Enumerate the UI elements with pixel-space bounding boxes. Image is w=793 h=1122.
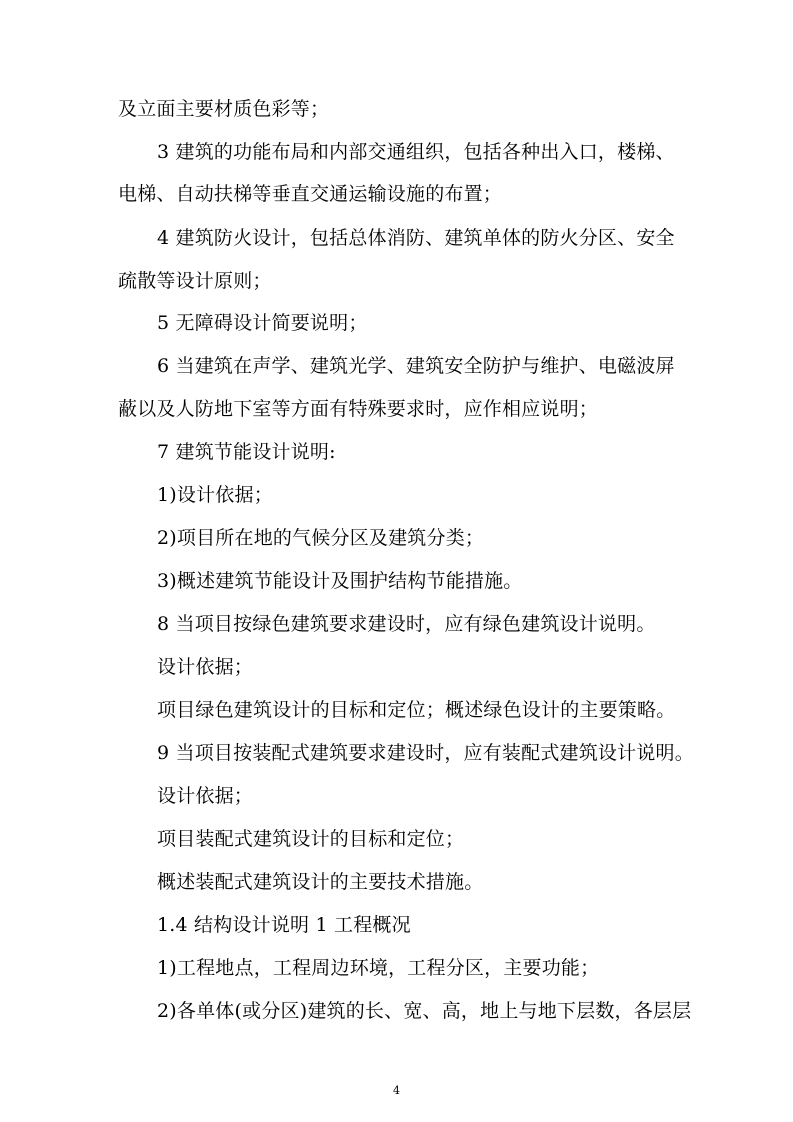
text-line-11: 2)项目所在地的气候分区及建筑分类； xyxy=(157,527,485,549)
text-line-8: 蔽以及人防地下室等方面有特殊要求时，应作相应说明； xyxy=(118,398,599,420)
text-line-1: 及立面主要材质色彩等； xyxy=(118,98,330,120)
text-line-5: 疏散等设计原则； xyxy=(118,270,272,292)
text-line-3: 电梯、自动扶梯等垂直交通运输设施的布置； xyxy=(118,183,503,205)
text-line-17: 设计依据； xyxy=(157,785,254,807)
text-line-2: 3 建筑的功能布局和内部交通组织，包括各种出入口，楼梯、 xyxy=(157,141,675,163)
text-line-4: 4 建筑防火设计，包括总体消防、建筑单体的防火分区、安全 xyxy=(157,227,675,249)
text-line-16: 9 当项目按装配式建筑要求建设时，应有装配式建筑设计说明。 xyxy=(157,742,694,764)
text-line-19: 概述装配式建筑设计的主要技术措施。 xyxy=(157,871,484,893)
page-number: 4 xyxy=(393,1084,400,1097)
text-line-12: 3)概述建筑节能设计及围护结构节能措施。 xyxy=(157,570,523,592)
text-line-14: 设计依据； xyxy=(157,656,254,678)
text-line-6: 5 无障碍设计简要说明； xyxy=(157,312,368,334)
text-line-22: 2)各单体(或分区)建筑的长、宽、高，地上与地下层数，各层层 xyxy=(157,1000,692,1022)
text-line-15: 项目绿色建筑设计的目标和定位；概述绿色设计的主要策略。 xyxy=(157,699,676,721)
text-line-21: 1)工程地点，工程周边环境，工程分区，主要功能； xyxy=(157,957,600,979)
text-line-7: 6 当建筑在声学、建筑光学、建筑安全防护与维护、电磁波屏 xyxy=(157,355,675,377)
text-line-20: 1.4 结构设计说明 1 工程概况 xyxy=(157,914,411,936)
text-line-9: 7 建筑节能设计说明: xyxy=(157,441,336,463)
text-line-18: 项目装配式建筑设计的目标和定位； xyxy=(157,828,465,850)
text-line-13: 8 当项目按绿色建筑要求建设时，应有绿色建筑设计说明。 xyxy=(157,613,656,635)
text-line-10: 1)设计依据； xyxy=(157,484,273,506)
